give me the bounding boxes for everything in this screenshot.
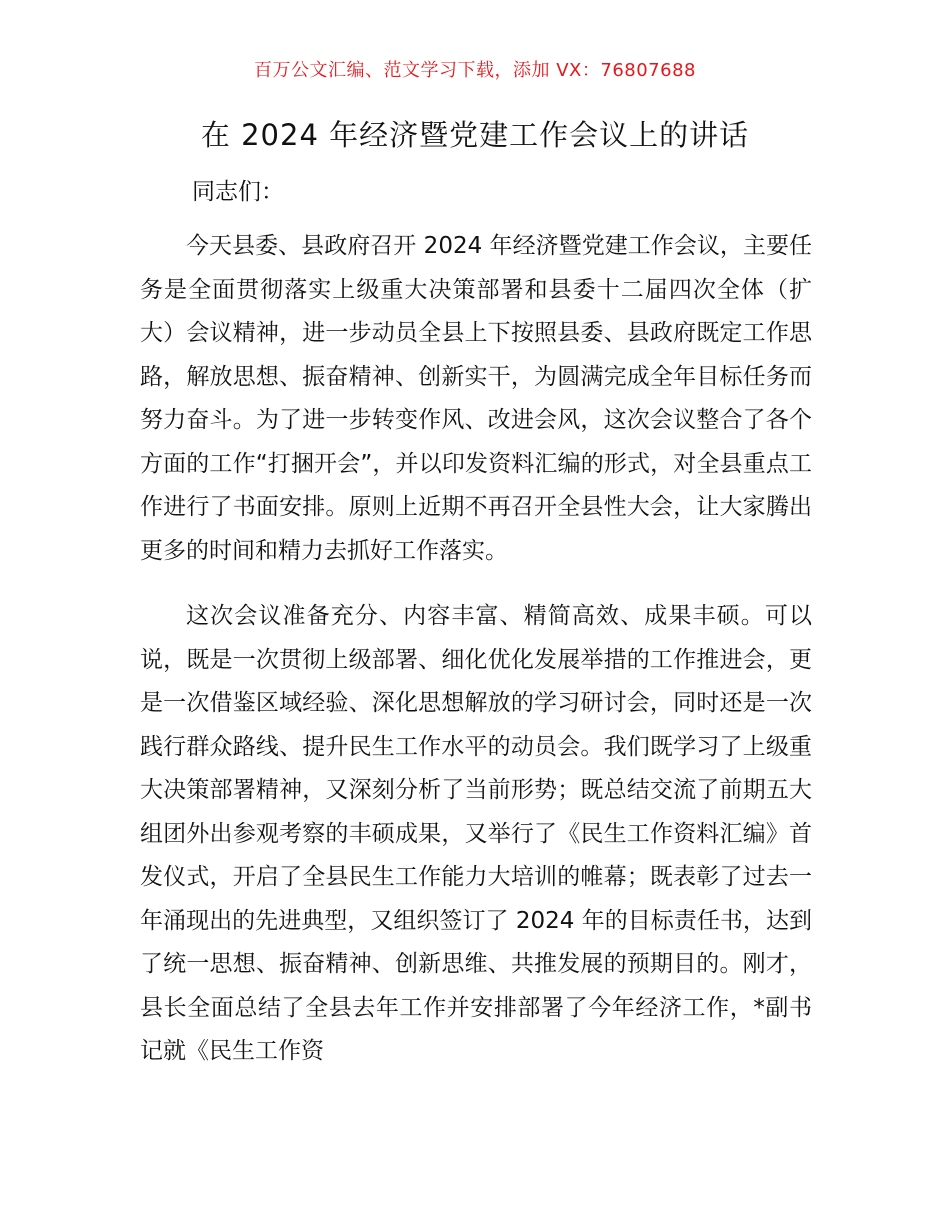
promo-header: 百万公文汇编、范文学习下载，添加 VX：76807688 [254, 60, 696, 81]
paragraph: 这次会议准备充分、内容丰富、精简高效、成果丰硕。可以说，既是一次贯彻上级部署、细化优化发展举措的工作推进会，更是一次借鉴区域经验、深化思想解放的学习研讨会，同时还是一次践行群众路线、提升民生工作水平的动员会。我们既学习了上级重大决策部署精神，又深刻分析了当前形势；既总结交流了前期五大组团外出参观考察的丰硕成果，又举行了《民生工作资料汇编》首发仪式，开启了全县民生工作能力大培训的帷幕；既表彰了过去一年涌现出的先进典型，又组织签订了 2024 年的目标责任书，达到了统一思想、振奋精神、创新思维、共推发展的预期目的。刚才，县长全面总结了全县去年工作并安排部署了今年经济工作，*副书记就《民生工作资 [140, 603, 812, 1064]
paragraph: 今天县委、县政府召开 2024 年经济暨党建工作会议，主要任务是全面贯彻落实上级重大决策部署和县委十二届四次全体（扩大）会议精神，进一步动员全县上下按照县委、县政府既定工作思路，解放思想、振奋精神、创新实干，为圆满完成全年目标任务而努力奋斗。为了进一步转变作风、改进会风，这次会议整合了各个方面的工作“打捆开会”，并以印发资料汇编的形式，对全县重点工作进行了书面安排。原则上近期不再召开全县性大会，让大家腾出更多的时间和精力去抓好工作落实。 [140, 233, 812, 564]
salutation: 同志们： [192, 179, 284, 205]
document-body [140, 225, 812, 1074]
document-title: 在 2024 年经济暨党建工作会议上的讲话 [200, 118, 750, 152]
